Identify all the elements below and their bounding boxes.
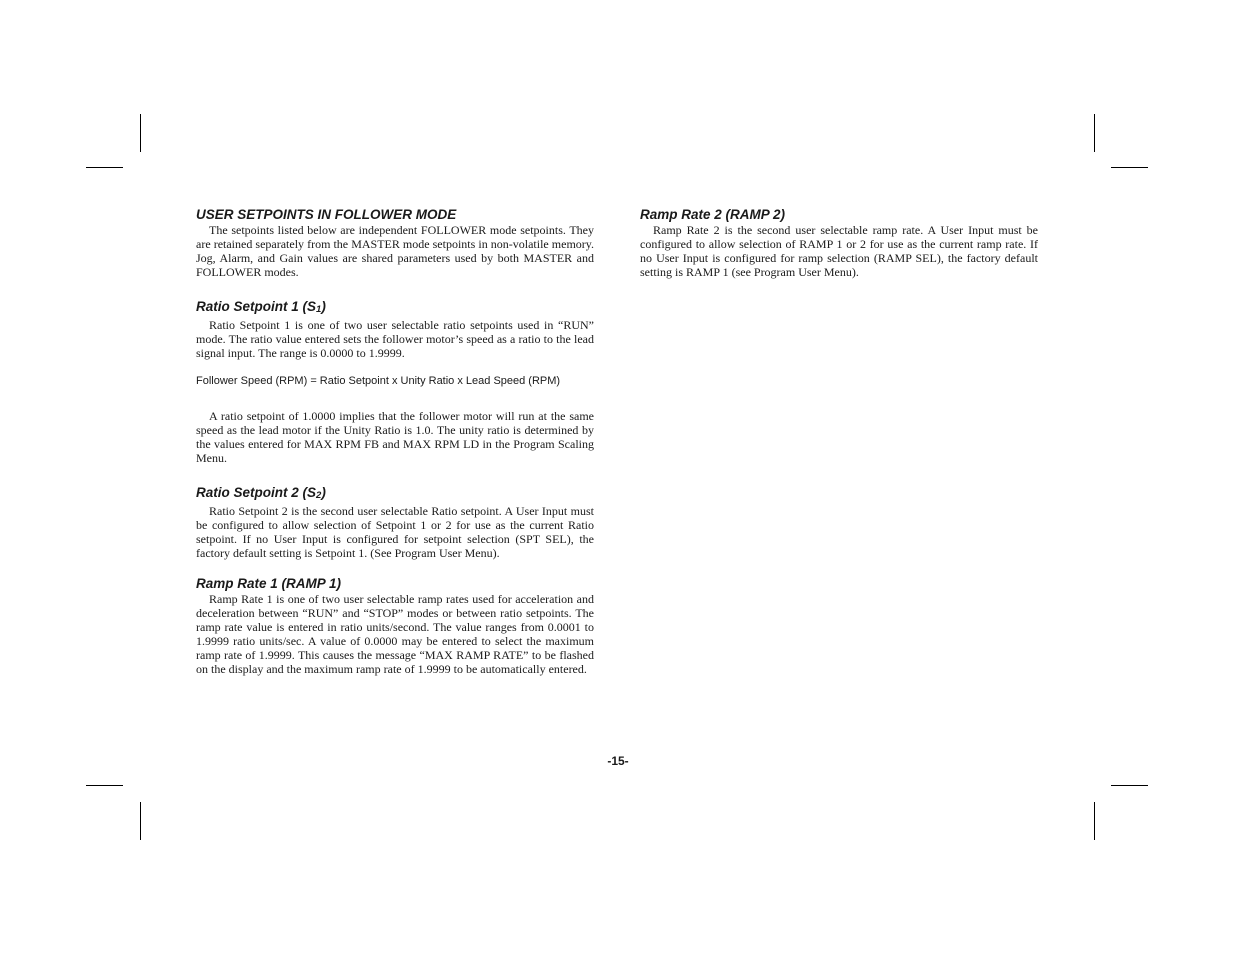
- crop-mark-top-left-horizontal: [86, 167, 123, 168]
- heading-subscript: 1: [316, 304, 322, 315]
- section-user-setpoints: [196, 206, 594, 279]
- spacer: [196, 360, 594, 374]
- section-heading: USER SETPOINTS IN FOLLOWER MODE: [196, 207, 457, 222]
- crop-mark-bottom-right-vertical: [1094, 802, 1095, 840]
- crop-mark-top-left-vertical: [140, 114, 141, 152]
- crop-mark-bottom-left-vertical: [140, 802, 141, 840]
- section-body: Ramp Rate 2 is the second user selectable ramp rate. A User Input must be configured to allow selection of RAMP 1 or 2 for use as the current ramp rate. If no User Input is configured for ramp selection (RAMP SEL), the factory default setting is RAMP 1 (see Program User Menu).: [640, 223, 1038, 279]
- formula: Follower Speed (RPM) = Ratio Setpoint x Unity Ratio x Lead Speed (RPM): [196, 375, 561, 387]
- crop-mark-top-right-vertical: [1094, 114, 1095, 152]
- section-ratio-setpoint-1: [196, 298, 594, 465]
- crop-mark-bottom-right-horizontal: [1111, 785, 1148, 786]
- section-body-continued: A ratio setpoint of 1.0000 implies that the follower motor will run at the same speed as the lead motor if the Unity Ratio is 1.0. The unity ratio is determined by the values entered for MAX RPM FB and MAX RPM LD in the Program Scaling Menu.: [196, 409, 594, 465]
- section-body: Ratio Setpoint 1 is one of two user selectable ratio setpoints used in “RUN” mode. The ratio value entered sets the follower motor’s speed as a ratio to the lead signal input. The range is 0.0000 to 1.9999.: [196, 318, 594, 360]
- section-heading: [196, 484, 594, 504]
- section-ratio-setpoint-2: [196, 484, 594, 560]
- crop-mark-bottom-left-horizontal: [86, 785, 123, 786]
- section-ramp-rate-1: [196, 575, 594, 676]
- crop-mark-top-right-horizontal: [1111, 167, 1148, 168]
- right-column: [640, 206, 1038, 298]
- section-heading: Ramp Rate 2 (RAMP 2): [640, 207, 786, 222]
- section-body: Ramp Rate 1 is one of two user selectable ramp rates used for acceleration and deceleration between “RUN” and “STOP” modes or between ratio setpoints. The ramp rate value is entered in ratio units/second. The value ranges from 0.0001 to 1.9999 ratio units/sec. A value of 0.0000 may be entered to select the maximum ramp rate of 1.9999. This causes the message “MAX RAMP RATE” to be flashed on the display and the maximum ramp rate of 1.9999 to be automatically entered.: [196, 592, 594, 676]
- section-heading: Ramp Rate 1 (RAMP 1): [196, 576, 342, 591]
- page-number: -15-: [607, 754, 629, 768]
- heading-text: Ratio Setpoint 1 (S: [196, 299, 317, 314]
- section-body: Ratio Setpoint 2 is the second user selectable Ratio setpoint. A User Input must be configured to allow selection of Setpoint 1 or 2 for use as the current Ratio setpoint. If no User Input is configured for setpoint selection (SPT SEL), the factory default setting is Setpoint 1. (See Program User Menu).: [196, 504, 594, 560]
- section-body: The setpoints listed below are independent FOLLOWER mode setpoints. They are retained separately from the MASTER mode setpoints in non-volatile memory. Jog, Alarm, and Gain values are shared parameters used by both MASTER and FOLLOWER modes.: [196, 223, 594, 279]
- heading-subscript: 2: [316, 490, 322, 501]
- heading-text: Ratio Setpoint 2 (S: [196, 485, 317, 500]
- section-heading: [196, 298, 594, 318]
- heading-close: ): [321, 299, 326, 314]
- section-ramp-rate-2: [640, 206, 1038, 279]
- heading-close: ): [321, 485, 326, 500]
- left-column: [196, 206, 594, 695]
